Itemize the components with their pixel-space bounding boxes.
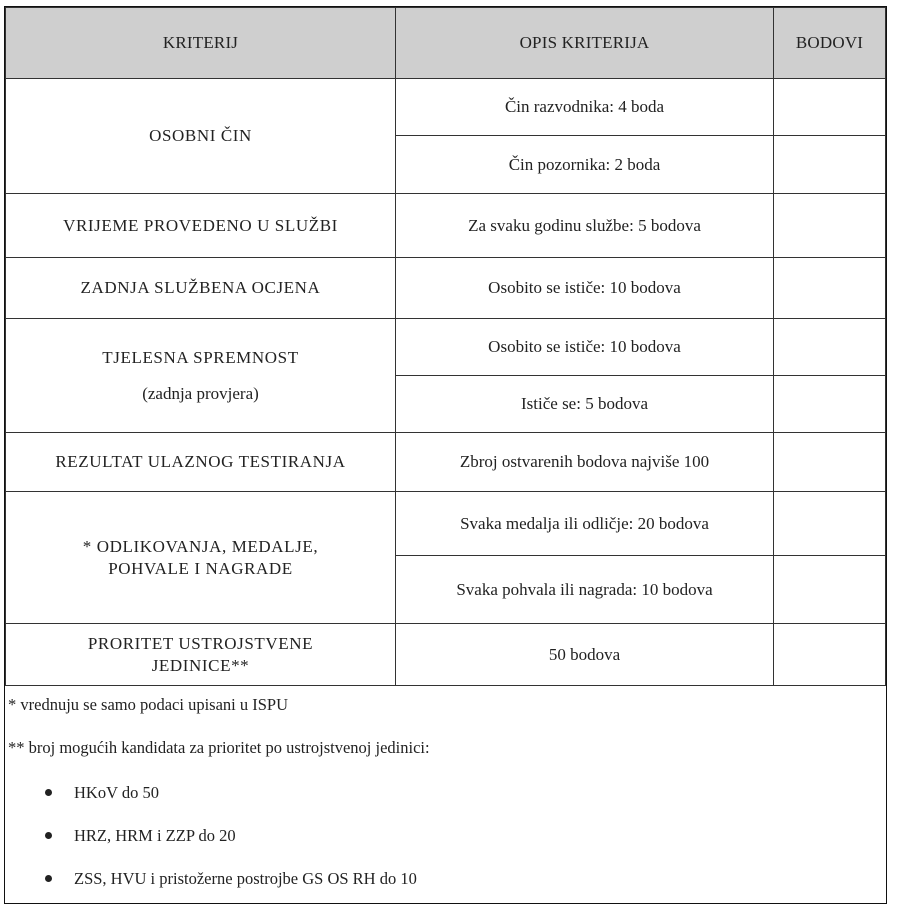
criterion-line: JEDINICE** (151, 655, 250, 675)
table-row (6, 79, 886, 136)
table-row (6, 194, 886, 258)
criterion-cell (6, 492, 396, 624)
table-row (6, 258, 886, 319)
criteria-document (4, 6, 887, 904)
description-cell: Osobito se ističe: 10 bodova (396, 319, 774, 376)
criterion-cell: REZULTAT ULAZNOG TESTIRANJA (6, 433, 396, 492)
bullet-icon (45, 832, 52, 839)
points-cell[interactable] (774, 376, 886, 433)
list-item (45, 783, 159, 803)
criterion-subtitle: (zadnja provjera) (142, 383, 259, 403)
list-item-text: ZSS, HVU i pristožerne postrojbe GS OS RH do 10 (74, 869, 417, 888)
criterion-line: PRORITET USTROJSTVENE (87, 633, 314, 653)
table-row (6, 433, 886, 492)
criterion-cell: ZADNJA SLUŽBENA OCJENA (6, 258, 396, 319)
criteria-table (5, 7, 886, 686)
header-row (6, 8, 886, 79)
points-cell[interactable] (774, 492, 886, 556)
list-item (45, 869, 417, 889)
header-description: OPIS KRITERIJA (396, 8, 774, 79)
points-cell[interactable] (774, 624, 886, 686)
points-cell[interactable] (774, 79, 886, 136)
description-cell: Za svaku godinu službe: 5 bodova (396, 194, 774, 258)
description-cell: Čin pozornika: 2 boda (396, 136, 774, 194)
criterion-cell: OSOBNI ČIN (6, 79, 396, 194)
description-cell: Zbroj ostvarenih bodova najviše 100 (396, 433, 774, 492)
footnote-priority: ** broj mogućih kandidata za prioritet po ustrojstvenoj jedinici: (8, 738, 430, 757)
table-row (6, 492, 886, 556)
points-cell[interactable] (774, 258, 886, 319)
criterion-cell: VRIJEME PROVEDENO U SLUŽBI (6, 194, 396, 258)
description-cell: Svaka medalja ili odličje: 20 bodova (396, 492, 774, 556)
list-item-text: HKoV do 50 (74, 783, 159, 802)
points-cell[interactable] (774, 136, 886, 194)
criterion-title: TJELESNA SPREMNOST (102, 347, 299, 367)
header-points: BODOVI (774, 8, 886, 79)
criterion-line: POHVALE I NAGRADE (108, 558, 293, 578)
list-item (45, 826, 236, 846)
points-cell[interactable] (774, 433, 886, 492)
description-cell: Ističe se: 5 bodova (396, 376, 774, 433)
description-cell: Čin razvodnika: 4 boda (396, 79, 774, 136)
list-item-text: HRZ, HRM i ZZP do 20 (74, 826, 236, 845)
table-row (6, 319, 886, 376)
description-cell: Osobito se ističe: 10 bodova (396, 258, 774, 319)
points-cell[interactable] (774, 556, 886, 624)
bullet-icon (45, 789, 52, 796)
description-cell: 50 bodova (396, 624, 774, 686)
description-cell: Svaka pohvala ili nagrada: 10 bodova (396, 556, 774, 624)
points-cell[interactable] (774, 194, 886, 258)
header-criterion: KRITERIJ (6, 8, 396, 79)
points-cell[interactable] (774, 319, 886, 376)
table-row (6, 624, 886, 686)
bullet-icon (45, 875, 52, 882)
criterion-cell (6, 624, 396, 686)
criterion-cell (6, 319, 396, 433)
footnote-isp: * vrednuju se samo podaci upisani u ISPU (8, 695, 289, 714)
criterion-line: * ODLIKOVANJA, MEDALJE, (82, 536, 319, 556)
notes-section (5, 685, 885, 903)
